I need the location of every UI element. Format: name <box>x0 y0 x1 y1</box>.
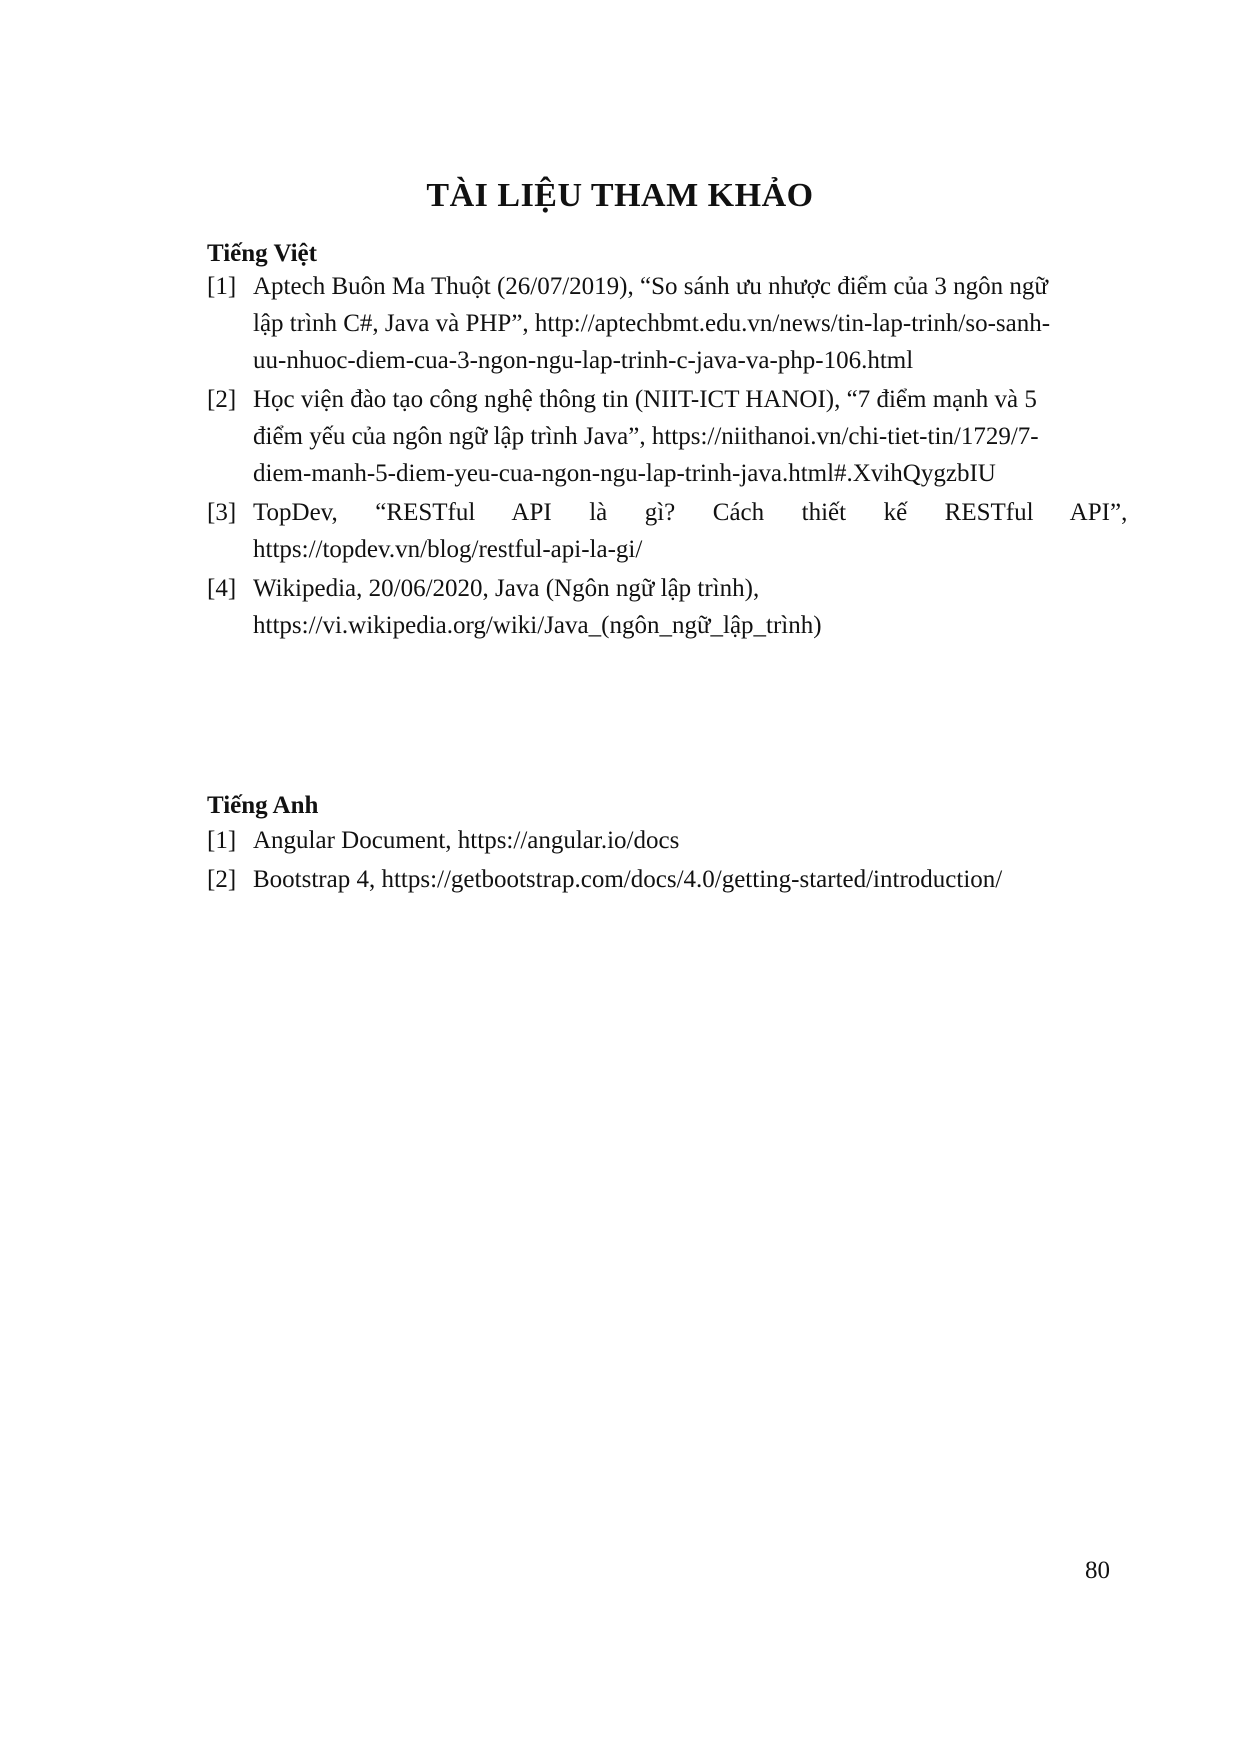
reference-line: lập trình C#, Java và PHP”, http://aptechbmt.edu.vn/news/tin-lap-trinh/so-sanh- <box>253 310 1051 337</box>
reference-item <box>207 570 1117 644</box>
reference-line: Học viện đào tạo công nghệ thông tin (NIIT-ICT HANOI), “7 điểm mạnh và 5 <box>253 386 1037 413</box>
reference-text <box>253 570 1117 644</box>
page-number: 80 <box>1085 1557 1110 1584</box>
reference-number: [1] <box>207 827 237 854</box>
reference-text <box>253 494 1127 568</box>
reference-line: TopDev, “RESTful API là gì? Cách thiết kế RESTful API”, <box>253 499 1128 526</box>
reference-item <box>207 268 1117 379</box>
reference-line: Bootstrap 4, https://getbootstrap.com/docs/4.0/getting-started/introduction/ <box>253 866 1003 893</box>
reference-line: diem-manh-5-diem-yeu-cua-ngon-ngu-lap-trinh-java.html#.XvihQygzbIU <box>253 460 996 487</box>
reference-line: Wikipedia, 20/06/2020, Java (Ngôn ngữ lập trình), <box>253 575 760 602</box>
reference-line: Aptech Buôn Ma Thuột (26/07/2019), “So sánh ưu nhược điểm của 3 ngôn ngữ <box>253 273 1048 300</box>
reference-list-vietnamese <box>207 268 1128 646</box>
reference-number: [4] <box>207 575 237 602</box>
section-heading-vietnamese: Tiếng Việt <box>207 240 317 267</box>
reference-line: https://vi.wikipedia.org/wiki/Java_(ngôn_ngữ_lập_trình) <box>253 612 822 639</box>
reference-item <box>207 381 1117 492</box>
reference-line: uu-nhuoc-diem-cua-3-ngon-ngu-lap-trinh-c-java-va-php-106.html <box>253 347 914 374</box>
reference-item <box>207 822 1117 859</box>
reference-item <box>207 861 1117 898</box>
reference-item <box>207 494 1128 568</box>
reference-line: điểm yếu của ngôn ngữ lập trình Java”, https://niithanoi.vn/chi-tiet-tin/1729/7- <box>253 423 1039 450</box>
reference-number: [2] <box>207 386 237 413</box>
reference-number: [2] <box>207 866 237 893</box>
reference-list-english <box>207 822 1117 900</box>
page-title: TÀI LIỆU THAM KHẢO <box>426 177 814 214</box>
reference-line: Angular Document, https://angular.io/docs <box>253 827 680 854</box>
reference-number: [3] <box>207 499 237 526</box>
reference-number: [1] <box>207 273 237 300</box>
reference-text <box>253 268 1117 379</box>
reference-line: https://topdev.vn/blog/restful-api-la-gi/ <box>253 536 643 563</box>
reference-text <box>253 861 1117 898</box>
section-heading-english: Tiếng Anh <box>207 792 319 819</box>
reference-text <box>253 381 1117 492</box>
reference-text <box>253 822 1117 859</box>
